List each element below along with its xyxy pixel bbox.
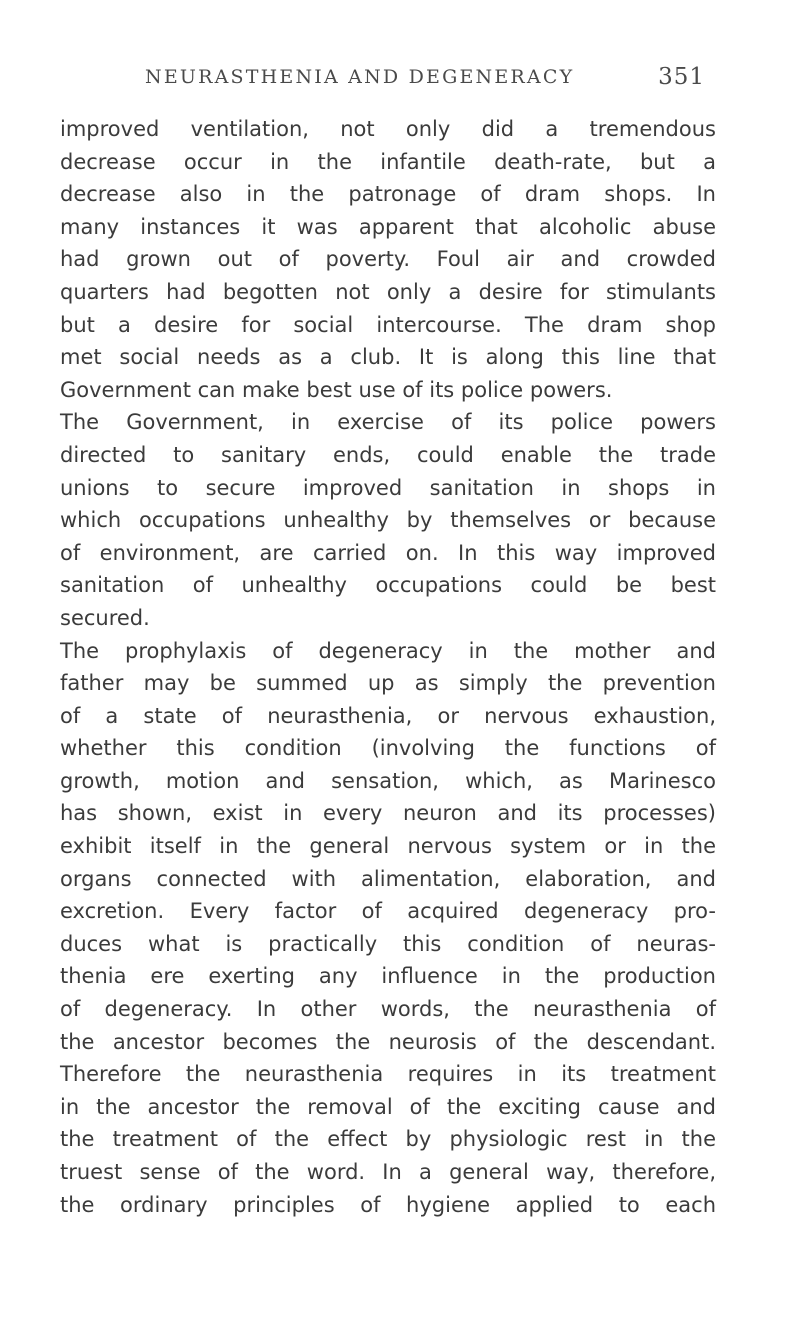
text-line: the ancestor becomes the neurosis of the descendant. xyxy=(60,1029,716,1054)
text-line: has shown, exist in every neuron and its processes) xyxy=(60,801,716,826)
body-text xyxy=(60,113,716,1221)
text-line: growth, motion and sensation, which, as Marinesco xyxy=(60,768,716,793)
text-line: exhibit itself in the general nervous system or in the xyxy=(60,834,716,859)
text-line: excretion. Every factor of acquired degeneracy pro- xyxy=(60,899,716,924)
text-line: met social needs as a club. It is along this line that xyxy=(60,345,716,370)
text-line: sanitation of unhealthy occupations could be best xyxy=(60,573,716,598)
page-number: 351 xyxy=(658,64,705,90)
text-line: the ordinary principles of hygiene applied to each xyxy=(60,1192,716,1217)
text-line: improved ventilation, not only did a tremendous xyxy=(60,117,716,141)
text-line: which occupations unhealthy by themselves or because xyxy=(60,508,716,533)
text-line: secured. xyxy=(60,605,150,630)
text-line: The Government, in exercise of its police powers xyxy=(60,410,716,435)
text-line: but a desire for social intercourse. The dram shop xyxy=(60,312,716,337)
text-line: duces what is practically this condition of neuras- xyxy=(60,931,716,956)
text-line: quarters had begotten not only a desire for stimulants xyxy=(60,279,716,304)
text-line: many instances it was apparent that alcoholic abuse xyxy=(60,214,716,239)
text-line: of environment, are carried on. In this way improved xyxy=(60,540,716,565)
text-line: in the ancestor the removal of the exciting cause and xyxy=(60,1094,716,1119)
text-line: the treatment of the effect by physiologic rest in the xyxy=(60,1127,716,1152)
text-line: whether this condition (involving the functions of xyxy=(60,736,716,761)
running-title: NEURASTHENIA AND DEGENERACY xyxy=(145,66,575,88)
text-line: directed to sanitary ends, could enable the trade xyxy=(60,442,716,467)
running-head xyxy=(145,66,705,96)
text-line: father may be summed up as simply the prevention xyxy=(60,671,716,696)
text-line: decrease also in the patronage of dram shops. In xyxy=(60,182,716,207)
text-line: Therefore the neurasthenia requires in its treatment xyxy=(60,1062,716,1087)
text-line: truest sense of the word. In a general way, therefore, xyxy=(60,1160,716,1184)
text-line: decrease occur in the infantile death-rate, but a xyxy=(60,149,716,174)
text-line: thenia ere exerting any influence in the production xyxy=(60,964,716,989)
text-line: of a state of neurasthenia, or nervous exhaustion, xyxy=(60,703,716,728)
text-line: had grown out of poverty. Foul air and crowded xyxy=(60,247,716,272)
text-line: The prophylaxis of degeneracy in the mother and xyxy=(60,638,716,663)
text-line: organs connected with alimentation, elaboration, and xyxy=(60,866,716,891)
text-line: unions to secure improved sanitation in shops in xyxy=(60,475,716,500)
text-line: of degeneracy. In other words, the neurasthenia of xyxy=(60,997,716,1022)
text-line: Government can make best use of its police powers. xyxy=(60,377,613,402)
